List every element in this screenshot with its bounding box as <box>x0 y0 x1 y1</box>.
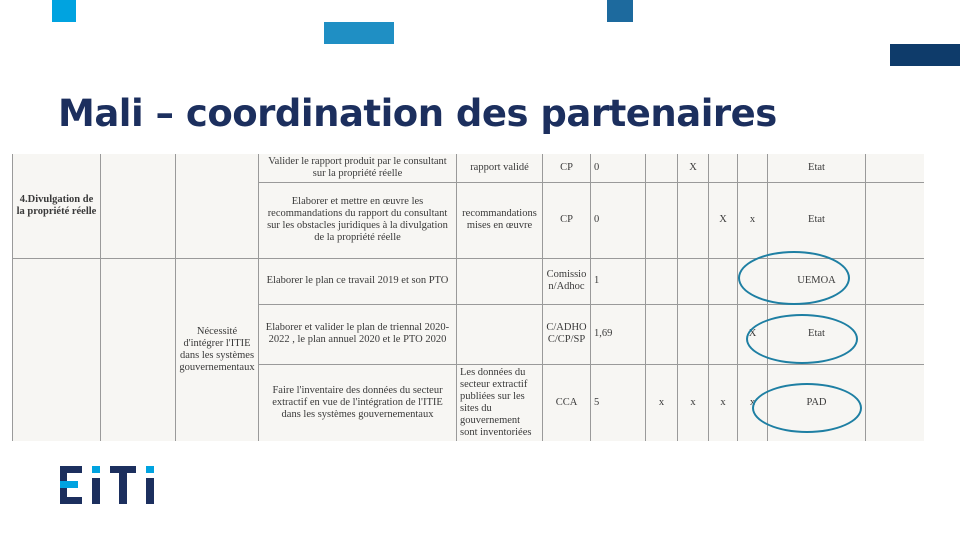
value-cell: 1,69 <box>591 304 646 364</box>
value-cell: 0 <box>591 182 646 258</box>
eiti-logo <box>60 466 160 504</box>
blank-cell <box>13 258 101 441</box>
mark-cell <box>678 304 709 364</box>
mark-cell: X <box>738 304 768 364</box>
blank-cell <box>866 154 925 182</box>
funding-cell: PAD <box>768 364 866 441</box>
result-cell <box>457 258 543 304</box>
activity-cell: Valider le rapport produit par le consultant sur la propriété réelle <box>259 154 457 182</box>
blank-cell <box>866 364 925 441</box>
blank-cell <box>866 258 925 304</box>
funding-cell: Etat <box>768 304 866 364</box>
responsible-cell: CP <box>543 182 591 258</box>
mark-cell: x <box>646 364 678 441</box>
necessity-cell: Nécessité d'intégrer l'ITIE dans les systèmes gouvernementaux <box>176 258 259 441</box>
mark-cell: x <box>738 182 768 258</box>
accent-square-1 <box>52 0 76 22</box>
mark-cell <box>709 258 738 304</box>
value-cell: 0 <box>591 154 646 182</box>
accent-square-3 <box>607 0 633 22</box>
blank-cell <box>101 154 176 258</box>
mark-cell <box>646 154 678 182</box>
mark-cell: x <box>709 364 738 441</box>
mark-cell <box>646 304 678 364</box>
blank-cell <box>866 304 925 364</box>
highlight-ellipse-etat <box>746 314 858 364</box>
mark-cell: X <box>678 154 709 182</box>
funding-cell: UEMOA <box>768 258 866 304</box>
mark-cell <box>646 258 678 304</box>
activity-cell: Elaborer et valider le plan de triennal 2020-2022 , le plan annuel 2020 et le PTO 2020 <box>259 304 457 364</box>
mark-cell: x <box>738 364 768 441</box>
activity-cell: Elaborer le plan ce travail 2019 et son PTO <box>259 258 457 304</box>
axis-cell: 4.Divulgation de la propriété réelle <box>13 154 101 258</box>
responsible-cell: CP <box>543 154 591 182</box>
highlight-ellipse-uemoa <box>738 251 850 305</box>
slide-title: Mali – coordination des partenaires <box>58 92 777 135</box>
highlight-ellipse-pad <box>752 383 862 433</box>
responsible-cell: CCA <box>543 364 591 441</box>
mark-cell <box>678 258 709 304</box>
result-cell: recommandations mises en œuvre <box>457 182 543 258</box>
value-cell: 5 <box>591 364 646 441</box>
result-cell <box>457 304 543 364</box>
blank-cell <box>866 182 925 258</box>
result-cell: Les données du secteur extractif publiées sur les sites du gouvernement sont inventoriées <box>457 364 543 441</box>
mark-cell <box>738 154 768 182</box>
table-row <box>13 154 925 182</box>
funding-cell: Etat <box>768 182 866 258</box>
accent-bar-4 <box>890 44 960 66</box>
mark-cell: x <box>678 364 709 441</box>
mark-cell <box>709 154 738 182</box>
blank-cell <box>101 258 176 441</box>
mark-cell: X <box>709 182 738 258</box>
activity-cell: Elaborer et mettre en œuvre les recommandations du rapport du consultant sur les obstacles juridiques à la divulgation de la propriété réelle <box>259 182 457 258</box>
result-cell: rapport validé <box>457 154 543 182</box>
blank-cell <box>176 154 259 258</box>
mark-cell <box>678 182 709 258</box>
responsible-cell: C/ADHO C/CP/SP <box>543 304 591 364</box>
accent-bar-2 <box>324 22 394 44</box>
value-cell: 1 <box>591 258 646 304</box>
responsible-cell: Comissio n/Adhoc <box>543 258 591 304</box>
mark-cell <box>709 304 738 364</box>
funding-cell: Etat <box>768 154 866 182</box>
mark-cell <box>646 182 678 258</box>
activity-cell: Faire l'inventaire des données du secteur extractif en vue de l'intégration de l'ITIE dans les systèmes gouvernementaux <box>259 364 457 441</box>
